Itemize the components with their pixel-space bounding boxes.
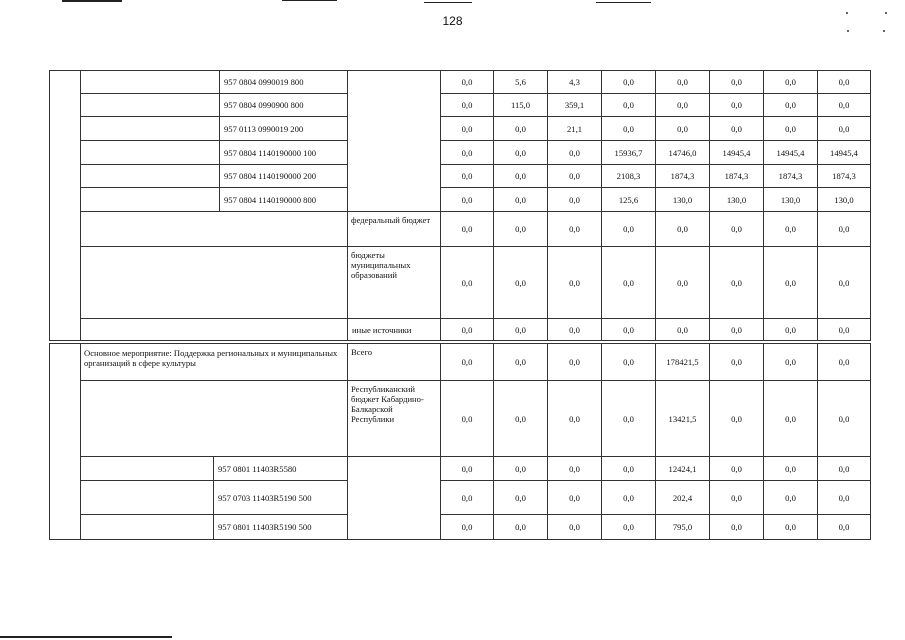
value-cell: 0,0: [494, 381, 548, 457]
table-row: [50, 457, 871, 481]
value-cell: 14945,4: [764, 141, 818, 165]
value-cell: 1874,3: [764, 165, 818, 188]
value-cell: 0,0: [441, 165, 494, 188]
value-cell: 0,0: [494, 319, 548, 341]
budget-code: 957 0703 11403R5190 500: [214, 481, 348, 515]
value-cell: 0,0: [818, 94, 871, 117]
budget-code: 957 0804 1140190000 100: [220, 141, 348, 165]
table-row: [50, 117, 871, 141]
value-cell: 130,0: [656, 188, 710, 212]
name-cell: [81, 94, 220, 117]
value-cell: 0,0: [548, 212, 602, 247]
budget-code: 957 0113 0990019 200: [220, 117, 348, 141]
value-cell: 0,0: [656, 94, 710, 117]
value-cell: 0,0: [764, 319, 818, 341]
table-row: [50, 94, 871, 117]
name-cell: [81, 141, 220, 165]
value-cell: 0,0: [494, 188, 548, 212]
value-cell: 0,0: [441, 141, 494, 165]
value-cell: 0,0: [494, 247, 548, 319]
name-cell: [81, 117, 220, 141]
value-cell: 0,0: [494, 457, 548, 481]
table-row: [50, 212, 871, 247]
value-cell: 0,0: [548, 141, 602, 165]
value-cell: 0,0: [710, 212, 764, 247]
value-cell: 202,4: [656, 481, 710, 515]
value-cell: 0,0: [656, 212, 710, 247]
value-cell: 0,0: [441, 71, 494, 94]
name-cell: [81, 481, 214, 515]
value-cell: 0,0: [441, 481, 494, 515]
name-cell: [81, 381, 348, 457]
value-cell: 0,0: [764, 481, 818, 515]
value-cell: 0,0: [441, 381, 494, 457]
value-cell: 0,0: [710, 319, 764, 341]
value-cell: 0,0: [441, 117, 494, 141]
budget-table-block-2: [49, 343, 871, 540]
scan-speck: [847, 30, 849, 32]
scan-mark-top-right: [596, 2, 651, 3]
value-cell: 0,0: [818, 481, 871, 515]
value-cell: 0,0: [494, 344, 548, 381]
value-cell: 0,0: [818, 381, 871, 457]
funding-source: Республиканский бюджет Кабардино-Балкарской Республики: [348, 381, 441, 457]
budget-code: 957 0804 1140190000 800: [220, 188, 348, 212]
value-cell: 0,0: [710, 94, 764, 117]
table-row: [50, 481, 871, 515]
value-cell: 0,0: [494, 515, 548, 540]
value-cell: 0,0: [764, 71, 818, 94]
name-cell: [81, 457, 214, 481]
value-cell: 0,0: [818, 515, 871, 540]
value-cell: 0,0: [710, 344, 764, 381]
value-cell: 0,0: [710, 481, 764, 515]
table-row: [50, 515, 871, 540]
budget-code: 957 0804 1140190000 200: [220, 165, 348, 188]
value-cell: 0,0: [818, 319, 871, 341]
name-cell: [81, 71, 220, 94]
value-cell: 0,0: [548, 319, 602, 341]
value-cell: 0,0: [602, 344, 656, 381]
value-cell: 0,0: [602, 515, 656, 540]
value-cell: 5,6: [494, 71, 548, 94]
value-cell: 14746,0: [656, 141, 710, 165]
value-cell: 0,0: [764, 117, 818, 141]
budget-table: [49, 70, 871, 341]
value-cell: 14945,4: [818, 141, 871, 165]
table-row: [50, 381, 871, 457]
value-cell: 130,0: [818, 188, 871, 212]
value-cell: 0,0: [441, 457, 494, 481]
budget-code: 957 0801 11403R5190 500: [214, 515, 348, 540]
value-cell: 0,0: [548, 457, 602, 481]
value-cell: 13421,5: [656, 381, 710, 457]
funding-source: бюджеты муниципальных образований: [348, 247, 441, 319]
value-cell: 0,0: [602, 457, 656, 481]
table-row: [50, 141, 871, 165]
source-cell: [348, 457, 441, 540]
value-cell: 0,0: [602, 94, 656, 117]
value-cell: 130,0: [764, 188, 818, 212]
table-row: [50, 344, 871, 381]
value-cell: 115,0: [494, 94, 548, 117]
funding-source: Всего: [348, 344, 441, 381]
value-cell: 0,0: [818, 212, 871, 247]
value-cell: 0,0: [764, 212, 818, 247]
value-cell: 0,0: [710, 117, 764, 141]
value-cell: 21,1: [548, 117, 602, 141]
value-cell: 0,0: [710, 247, 764, 319]
row-marker-cell: [50, 344, 81, 540]
value-cell: 1874,3: [818, 165, 871, 188]
value-cell: 0,0: [602, 481, 656, 515]
funding-source: иные источники: [348, 319, 441, 341]
value-cell: 0,0: [656, 319, 710, 341]
value-cell: 0,0: [656, 247, 710, 319]
value-cell: 0,0: [548, 188, 602, 212]
value-cell: 1874,3: [656, 165, 710, 188]
name-cell: [81, 188, 220, 212]
value-cell: 1874,3: [710, 165, 764, 188]
name-cell: [81, 247, 348, 319]
table-row: [50, 247, 871, 319]
value-cell: 130,0: [710, 188, 764, 212]
value-cell: 0,0: [602, 381, 656, 457]
value-cell: 0,0: [602, 71, 656, 94]
value-cell: 0,0: [710, 71, 764, 94]
value-cell: 0,0: [710, 515, 764, 540]
value-cell: 15936,7: [602, 141, 656, 165]
value-cell: 0,0: [764, 344, 818, 381]
value-cell: 0,0: [441, 212, 494, 247]
name-cell: [81, 319, 348, 341]
value-cell: 0,0: [548, 344, 602, 381]
value-cell: 0,0: [710, 457, 764, 481]
row-marker-cell: [50, 71, 81, 341]
page-number: 128: [442, 14, 463, 28]
value-cell: 4,3: [548, 71, 602, 94]
value-cell: 0,0: [656, 117, 710, 141]
budget-code: 957 0804 0990019 800: [220, 71, 348, 94]
funding-source: федеральный бюджет: [348, 212, 441, 247]
value-cell: 0,0: [441, 188, 494, 212]
value-cell: 0,0: [818, 247, 871, 319]
value-cell: 0,0: [764, 457, 818, 481]
value-cell: 359,1: [548, 94, 602, 117]
table-row: [50, 319, 871, 341]
value-cell: 0,0: [548, 165, 602, 188]
value-cell: 0,0: [441, 247, 494, 319]
scan-speck: [883, 30, 885, 32]
name-cell: [81, 212, 348, 247]
value-cell: 0,0: [764, 94, 818, 117]
value-cell: 0,0: [818, 117, 871, 141]
value-cell: 0,0: [548, 381, 602, 457]
table-row: [50, 71, 871, 94]
value-cell: 0,0: [494, 481, 548, 515]
value-cell: 0,0: [441, 319, 494, 341]
name-cell: [81, 165, 220, 188]
table-row: [50, 165, 871, 188]
scan-mark-bottom-left: [0, 636, 172, 638]
value-cell: 0,0: [818, 344, 871, 381]
value-cell: 14945,4: [710, 141, 764, 165]
value-cell: 0,0: [710, 381, 764, 457]
value-cell: 2108,3: [602, 165, 656, 188]
value-cell: 0,0: [602, 212, 656, 247]
budget-code: 957 0801 11403R5580: [214, 457, 348, 481]
value-cell: 0,0: [764, 247, 818, 319]
value-cell: 0,0: [494, 212, 548, 247]
value-cell: 125,6: [602, 188, 656, 212]
value-cell: 795,0: [656, 515, 710, 540]
value-cell: 0,0: [441, 94, 494, 117]
budget-code: 957 0804 0990900 800: [220, 94, 348, 117]
event-title: Основное мероприятие: Поддержка региональных и муниципальных организаций в сфере культуры: [81, 344, 348, 381]
value-cell: 0,0: [602, 319, 656, 341]
scan-mark-top-center: [424, 2, 472, 3]
value-cell: 0,0: [818, 71, 871, 94]
value-cell: 0,0: [602, 117, 656, 141]
value-cell: 178421,5: [656, 344, 710, 381]
value-cell: 0,0: [548, 515, 602, 540]
source-cell: [348, 71, 441, 212]
value-cell: 0,0: [764, 381, 818, 457]
value-cell: 0,0: [818, 457, 871, 481]
value-cell: 0,0: [494, 141, 548, 165]
value-cell: 0,0: [494, 165, 548, 188]
name-cell: [81, 515, 214, 540]
value-cell: 12424,1: [656, 457, 710, 481]
value-cell: 0,0: [602, 247, 656, 319]
value-cell: 0,0: [548, 481, 602, 515]
value-cell: 0,0: [441, 344, 494, 381]
table-row: [50, 188, 871, 212]
value-cell: 0,0: [548, 247, 602, 319]
value-cell: 0,0: [441, 515, 494, 540]
value-cell: 0,0: [656, 71, 710, 94]
scan-mark-top-mid: [282, 0, 337, 1]
scan-mark-top-left: [62, 0, 122, 2]
value-cell: 0,0: [494, 117, 548, 141]
value-cell: 0,0: [764, 515, 818, 540]
